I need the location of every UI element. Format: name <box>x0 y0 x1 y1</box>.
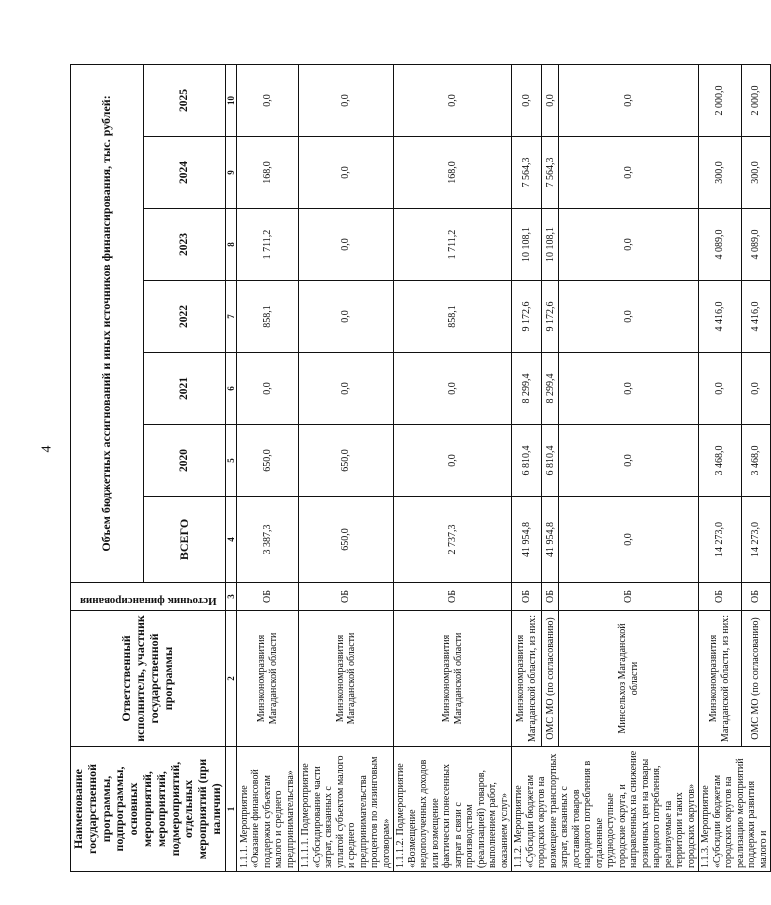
row-source: ОБ <box>741 583 770 611</box>
column-number: 10 <box>225 64 236 136</box>
column-number: 5 <box>225 425 236 497</box>
row-executor: Минэкономразвития Магаданской области <box>237 611 299 747</box>
value-2024: 300,0 <box>699 137 742 209</box>
row-source: ОБ <box>394 583 512 611</box>
header-funding-group: Объем бюджетных ассигнований и иных источников финансирования, тыс. рублей: <box>71 64 144 582</box>
header-year: 2020 <box>144 425 225 497</box>
value-2022: 858,1 <box>394 281 512 353</box>
value-2025: 0,0 <box>542 64 559 136</box>
value-2024: 7 564,3 <box>542 137 559 209</box>
row-executor: Минэкономразвития Магаданской области, из них: <box>699 611 742 747</box>
value-2021: 0,0 <box>299 353 394 425</box>
header-name: Наименование государственной программы, подпрограммы, основных мероприятий, мероприятий, подмероприятий, отдельных мероприятий (при наличии) <box>71 747 226 872</box>
value-2025: 2 000,0 <box>699 64 742 136</box>
rotated-page <box>70 65 769 872</box>
table-row <box>299 64 394 871</box>
value-total: 14 273,0 <box>699 497 742 583</box>
value-2024: 300,0 <box>741 137 770 209</box>
value-2021: 0,0 <box>741 353 770 425</box>
row-source: ОБ <box>542 583 559 611</box>
table-row <box>512 64 542 871</box>
value-2022: 0,0 <box>299 281 394 353</box>
header-source-label: Источник финансирования <box>79 595 217 607</box>
row-name: 1.1.2. Мероприятие «Субсидии бюджетам городских округов на возмещение транспортных затрат, связанных с доставкой товаров народного потребления в отдаленные труднодоступные городские округа, и направленных на снижение розничных цен на товары народного потребления, реализуемые на территории таких городских округов» <box>512 747 699 872</box>
value-2024: 0,0 <box>559 137 699 209</box>
value-total: 14 273,0 <box>741 497 770 583</box>
value-2025: 0,0 <box>559 64 699 136</box>
value-2022: 9 172,6 <box>542 281 559 353</box>
row-executor: ОМС МО (по согласованию) <box>542 611 559 747</box>
value-2022: 4 416,0 <box>741 281 770 353</box>
value-total: 650,0 <box>299 497 394 583</box>
value-2020: 6 810,4 <box>512 425 542 497</box>
header-year: 2022 <box>144 281 225 353</box>
row-source: ОБ <box>699 583 742 611</box>
value-2021: 0,0 <box>237 353 299 425</box>
row-source: ОБ <box>299 583 394 611</box>
funding-table <box>70 64 771 872</box>
value-2023: 10 108,1 <box>542 209 559 281</box>
value-2021: 0,0 <box>699 353 742 425</box>
row-name: 1.1.1.1. Подмероприятие «Субсидирование части затрат, связанных с уплатой субъектом малого и среднего предпринимательства процентов по лизинговым договорам» <box>299 747 394 872</box>
value-2020: 3 468,0 <box>741 425 770 497</box>
value-2023: 1 711,2 <box>237 209 299 281</box>
value-2023: 4 089,0 <box>741 209 770 281</box>
value-2023: 0,0 <box>299 209 394 281</box>
column-number: 6 <box>225 353 236 425</box>
value-2020: 650,0 <box>299 425 394 497</box>
value-2024: 168,0 <box>394 137 512 209</box>
value-2020: 650,0 <box>237 425 299 497</box>
column-number: 2 <box>225 611 236 747</box>
value-2024: 0,0 <box>299 137 394 209</box>
row-executor: ОМС МО (по согласованию) <box>741 611 770 747</box>
value-2023: 4 089,0 <box>699 209 742 281</box>
value-2024: 7 564,3 <box>512 137 542 209</box>
row-name: 1.1.1. Мероприятие «Оказание финансовой поддержки субъектам малого и среднего предпринимательства» <box>237 747 299 872</box>
header-year: 2023 <box>144 209 225 281</box>
value-2020: 6 810,4 <box>542 425 559 497</box>
value-2021: 8 299,4 <box>542 353 559 425</box>
column-number-row <box>225 64 236 871</box>
value-2024: 168,0 <box>237 137 299 209</box>
value-2021: 0,0 <box>559 353 699 425</box>
value-total: 0,0 <box>559 497 699 583</box>
value-2025: 0,0 <box>299 64 394 136</box>
header-source <box>71 583 226 611</box>
page-number: 4 <box>39 445 55 453</box>
table-row <box>699 64 742 871</box>
row-executor: Минсельхоз Магаданской области <box>559 611 699 747</box>
header-year: 2025 <box>144 64 225 136</box>
value-2020: 0,0 <box>559 425 699 497</box>
value-2025: 2 000,0 <box>741 64 770 136</box>
header-executor: Ответственный исполнитель, участник государственной программы <box>71 611 226 747</box>
value-2022: 4 416,0 <box>699 281 742 353</box>
header-year: ВСЕГО <box>144 497 225 583</box>
row-name: 1.1.1.2. Подмероприятие «Возмещение недополученных доходов или возмещение фактически понесенных затрат в связи с производством (реализацией) товаров, выполнением работ, оказанием услуг» <box>394 747 512 872</box>
value-2021: 8 299,4 <box>512 353 542 425</box>
row-executor: Минэкономразвития Магаданской области <box>299 611 394 747</box>
column-number: 8 <box>225 209 236 281</box>
row-executor: Минэкономразвития Магаданской области <box>394 611 512 747</box>
table-row <box>237 64 299 871</box>
column-number: 1 <box>225 747 236 872</box>
header-year: 2021 <box>144 353 225 425</box>
value-2020: 3 468,0 <box>699 425 742 497</box>
value-2023: 10 108,1 <box>512 209 542 281</box>
column-number: 9 <box>225 137 236 209</box>
value-2025: 0,0 <box>237 64 299 136</box>
value-2023: 1 711,2 <box>394 209 512 281</box>
table-row <box>394 64 512 871</box>
row-name: 1.1.3. Мероприятие «Субсидии бюджетам городских округов на реализацию мероприятий поддержки развития малого и <box>699 747 771 872</box>
header-year: 2024 <box>144 137 225 209</box>
column-number: 3 <box>225 583 236 611</box>
value-2020: 0,0 <box>394 425 512 497</box>
value-2025: 0,0 <box>512 64 542 136</box>
value-2022: 0,0 <box>559 281 699 353</box>
row-executor: Минэкономразвития Магаданской области, из них: <box>512 611 542 747</box>
value-2021: 0,0 <box>394 353 512 425</box>
row-source: ОБ <box>559 583 699 611</box>
value-total: 2 737,3 <box>394 497 512 583</box>
value-2025: 0,0 <box>394 64 512 136</box>
value-2022: 9 172,6 <box>512 281 542 353</box>
value-total: 3 387,3 <box>237 497 299 583</box>
value-2023: 0,0 <box>559 209 699 281</box>
column-number: 7 <box>225 281 236 353</box>
column-number: 4 <box>225 497 236 583</box>
row-source: ОБ <box>237 583 299 611</box>
value-total: 41 954,8 <box>542 497 559 583</box>
value-total: 41 954,8 <box>512 497 542 583</box>
row-source: ОБ <box>512 583 542 611</box>
value-2022: 858,1 <box>237 281 299 353</box>
